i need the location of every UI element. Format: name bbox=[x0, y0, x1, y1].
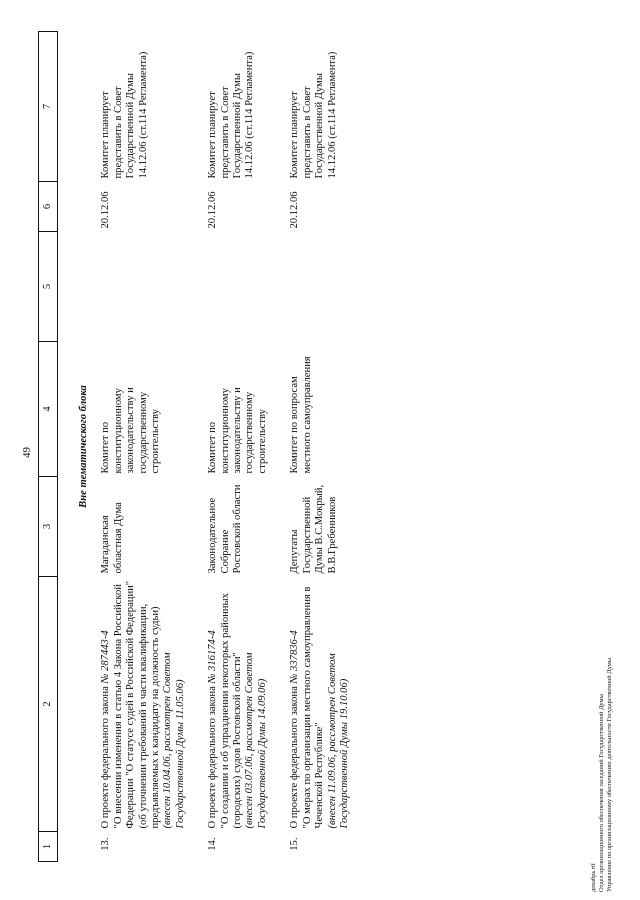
col-header-4: 4 bbox=[39, 342, 58, 477]
col-header-3: 3 bbox=[39, 477, 58, 577]
bill-intro: О проекте федерального закона bbox=[100, 686, 112, 829]
column-number-row bbox=[39, 32, 58, 862]
date: 20.12.06 bbox=[207, 191, 219, 229]
col-header-6: 6 bbox=[39, 182, 58, 232]
bill-number: № 337836-4 bbox=[289, 630, 301, 684]
footer-department: Отдел организационного обеспечения заседаний Государственной Думы bbox=[598, 694, 605, 892]
bill-title: "О мерах по организации местного самоуправления в Чеченской Республике" bbox=[301, 586, 326, 829]
committee: Комитет по конституционному законодательству и государственному строительству bbox=[100, 387, 162, 474]
initiator: Депутаты Государственной Думы В.С.Мокрый, В.В.Гребенников bbox=[289, 484, 338, 574]
block-title: Вне тематического блока bbox=[78, 385, 89, 508]
committee: Комитет по вопросам местного самоуправления bbox=[289, 356, 313, 474]
bill-number: № 287443-4 bbox=[100, 630, 112, 684]
col-header-7: 7 bbox=[39, 32, 58, 182]
footer bbox=[590, 658, 614, 892]
row-number: 15. bbox=[289, 837, 301, 851]
footer-directorate: Управление по организационному обеспечению деятельности Государственной Думы bbox=[606, 657, 613, 892]
bill-intro: О проекте федерального закона bbox=[207, 686, 219, 829]
bill-number: № 316174-4 bbox=[207, 630, 219, 684]
bill-table bbox=[38, 31, 371, 862]
table-row bbox=[207, 32, 289, 862]
col-header-5: 5 bbox=[39, 232, 58, 342]
column-5-cell bbox=[207, 232, 289, 342]
bill-description bbox=[207, 577, 289, 832]
table-row bbox=[289, 32, 371, 862]
bill-note: (внесен 03.07.06, рассмотрен Советом Государственной Думы 14.09.06) bbox=[244, 652, 268, 829]
col-header-2: 2 bbox=[39, 577, 58, 832]
date: 20.12.06 bbox=[289, 191, 301, 229]
column-5-cell bbox=[100, 232, 207, 342]
bill-note: (внесен 11.09.06, рассмотрен Советом Государственной Думы 19.10.06) bbox=[326, 653, 350, 829]
row-number: 13. bbox=[100, 837, 112, 851]
bill-title: "О создании и об упразднении некоторых районных (городских) судов Ростовской области" bbox=[219, 593, 244, 829]
bill-intro: О проекте федерального закона bbox=[289, 686, 301, 829]
block-heading-row bbox=[58, 32, 101, 862]
bill-title: "О внесении изменения в статью 4 Закона Российской Федерации "О статусе судей в Российской Федерации" (об уточнении требований в части квалификации, предъявляемых к кандидату на должность судьи) bbox=[112, 580, 162, 829]
remark: Комитет планирует представить в Совет Государственной Думы 14.12.06 (ст.114 Регламента) bbox=[207, 51, 256, 179]
col-header-1: 1 bbox=[39, 832, 58, 862]
page-number: 49 bbox=[21, 447, 33, 458]
bill-description bbox=[100, 577, 207, 832]
initiator: Магаданская областная Дума bbox=[100, 502, 124, 574]
bill-description bbox=[289, 577, 371, 832]
column-5-cell bbox=[289, 232, 371, 342]
remark: Комитет планирует представить в Совет Государственной Думы 14.12.06 (ст.114 Регламента) bbox=[289, 51, 338, 179]
table-row bbox=[100, 32, 207, 862]
initiator: Законодательное Собрание Ростовской области bbox=[207, 484, 244, 574]
row-number: 14. bbox=[207, 837, 219, 851]
date: 20.12.06 bbox=[100, 191, 112, 229]
committee: Комитет по конституционному законодательству и государственному строительству bbox=[207, 387, 268, 474]
remark: Комитет планирует представить в Совет Государственной Думы 14.12.06 (ст.114 Регламента) bbox=[100, 51, 149, 179]
footer-file: декабрь rtf bbox=[590, 863, 597, 892]
bill-note: (внесен 10.04.06, рассмотрен Советом Государственной Думы 11.05.06) bbox=[162, 652, 186, 829]
